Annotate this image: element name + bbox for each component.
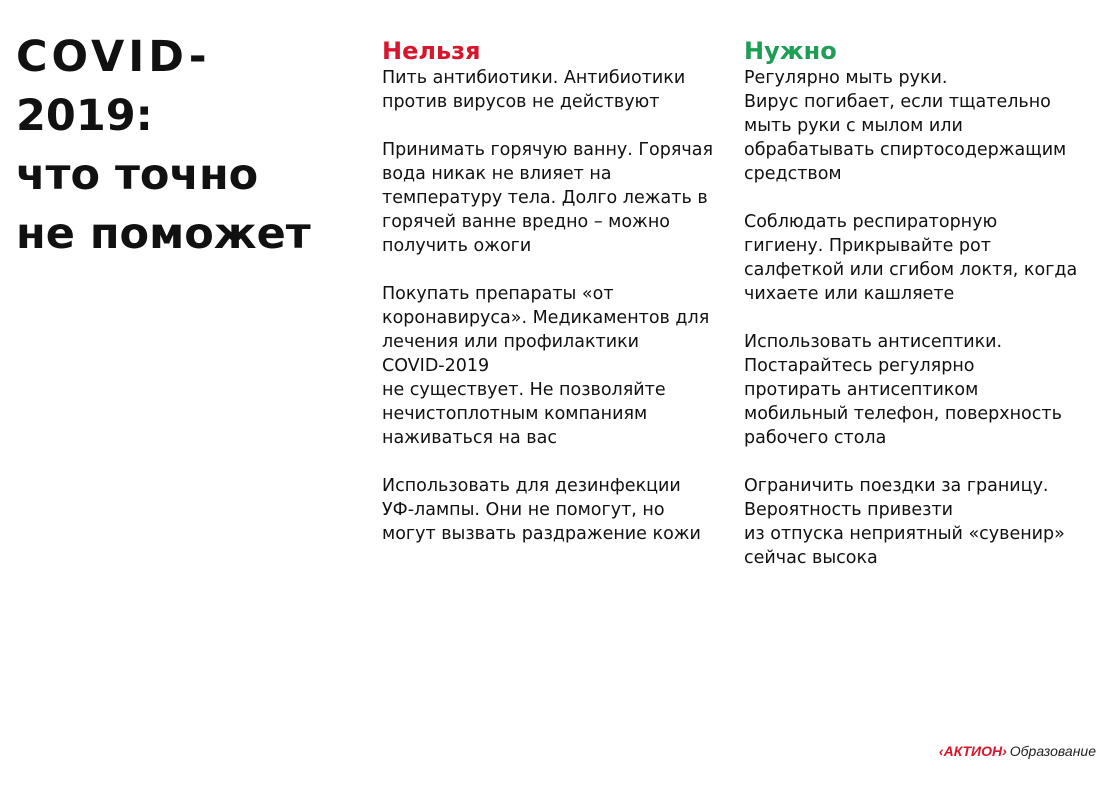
item-line: гигиену. Прикрывайте рот (744, 236, 991, 256)
item-line: средством (744, 164, 842, 184)
item-line: из отпуска неприятный «сувенир» (744, 524, 1065, 544)
item-line: чихаете или кашляете (744, 284, 955, 304)
item-line: против вирусов не действуют (382, 92, 660, 112)
item-line: Покупать препараты «от (382, 284, 614, 304)
title-line: 2019: (16, 91, 153, 141)
item-line: нечистоплотным компаниям (382, 404, 648, 424)
do-list (744, 66, 1099, 570)
list-item (382, 66, 737, 114)
item-line: температуру тела. Долго лежать в (382, 188, 708, 208)
item-line: сейчас высока (744, 548, 878, 568)
title-line: COVID- (16, 32, 211, 82)
item-line: не существует. Не позволяйте (382, 380, 666, 400)
logo-subtitle: Образование (1009, 743, 1096, 759)
item-line: наживаться на вас (382, 428, 557, 448)
dont-list (382, 66, 737, 546)
item-line: салфеткой или сгибом локтя, когда (744, 260, 1078, 280)
title-line: не поможет (16, 209, 311, 259)
dont-column (382, 36, 737, 570)
item-line: Использовать антисептики. (744, 332, 1003, 352)
item-line: коронавируса». Медикаментов для (382, 308, 710, 328)
item-line: получить ожоги (382, 236, 532, 256)
list-item (744, 330, 1099, 450)
item-line: лечения или профилактики (382, 332, 640, 352)
item-line: Соблюдать респираторную (744, 212, 998, 232)
item-line: мыть руки с мылом или (744, 116, 963, 136)
item-line: Пить антибиотики. Антибиотики (382, 68, 686, 88)
do-column (744, 36, 1099, 594)
item-line: Использовать для дезинфекции (382, 476, 681, 496)
page-title (16, 28, 356, 264)
item-line: Регулярно мыть руки. (744, 68, 948, 88)
item-line: обрабатывать спиртосодержащим (744, 140, 1067, 160)
item-line: Ограничить поездки за границу. (744, 476, 1049, 496)
item-line: рабочего стола (744, 428, 887, 448)
logo-brand: ‹АКТИОН› (938, 743, 1007, 759)
item-line: могут вызвать раздражение кожи (382, 524, 701, 544)
item-line: COVID-2019 (382, 356, 490, 376)
aktion-logo (939, 742, 1096, 760)
item-line: мобильный телефон, поверхность (744, 404, 1062, 424)
dont-heading: Нельзя (382, 37, 481, 65)
item-line: Постарайтесь регулярно (744, 356, 975, 376)
list-item (744, 66, 1099, 186)
item-line: Вирус погибает, если тщательно (744, 92, 1051, 112)
item-line: протирать антисептиком (744, 380, 979, 400)
item-line: Принимать горячую ванну. Горячая (382, 140, 713, 160)
list-item (744, 210, 1099, 306)
list-item (382, 474, 737, 546)
item-line: вода никак не влияет на (382, 164, 612, 184)
item-line: горячей ванне вредно – можно (382, 212, 670, 232)
list-item (382, 138, 737, 258)
item-line: Вероятность привезти (744, 500, 954, 520)
do-heading: Нужно (744, 37, 837, 65)
list-item (744, 474, 1099, 570)
list-item (382, 282, 737, 450)
title-line: что точно (16, 150, 259, 200)
item-line: УФ-лампы. Они не помогут, но (382, 500, 665, 520)
